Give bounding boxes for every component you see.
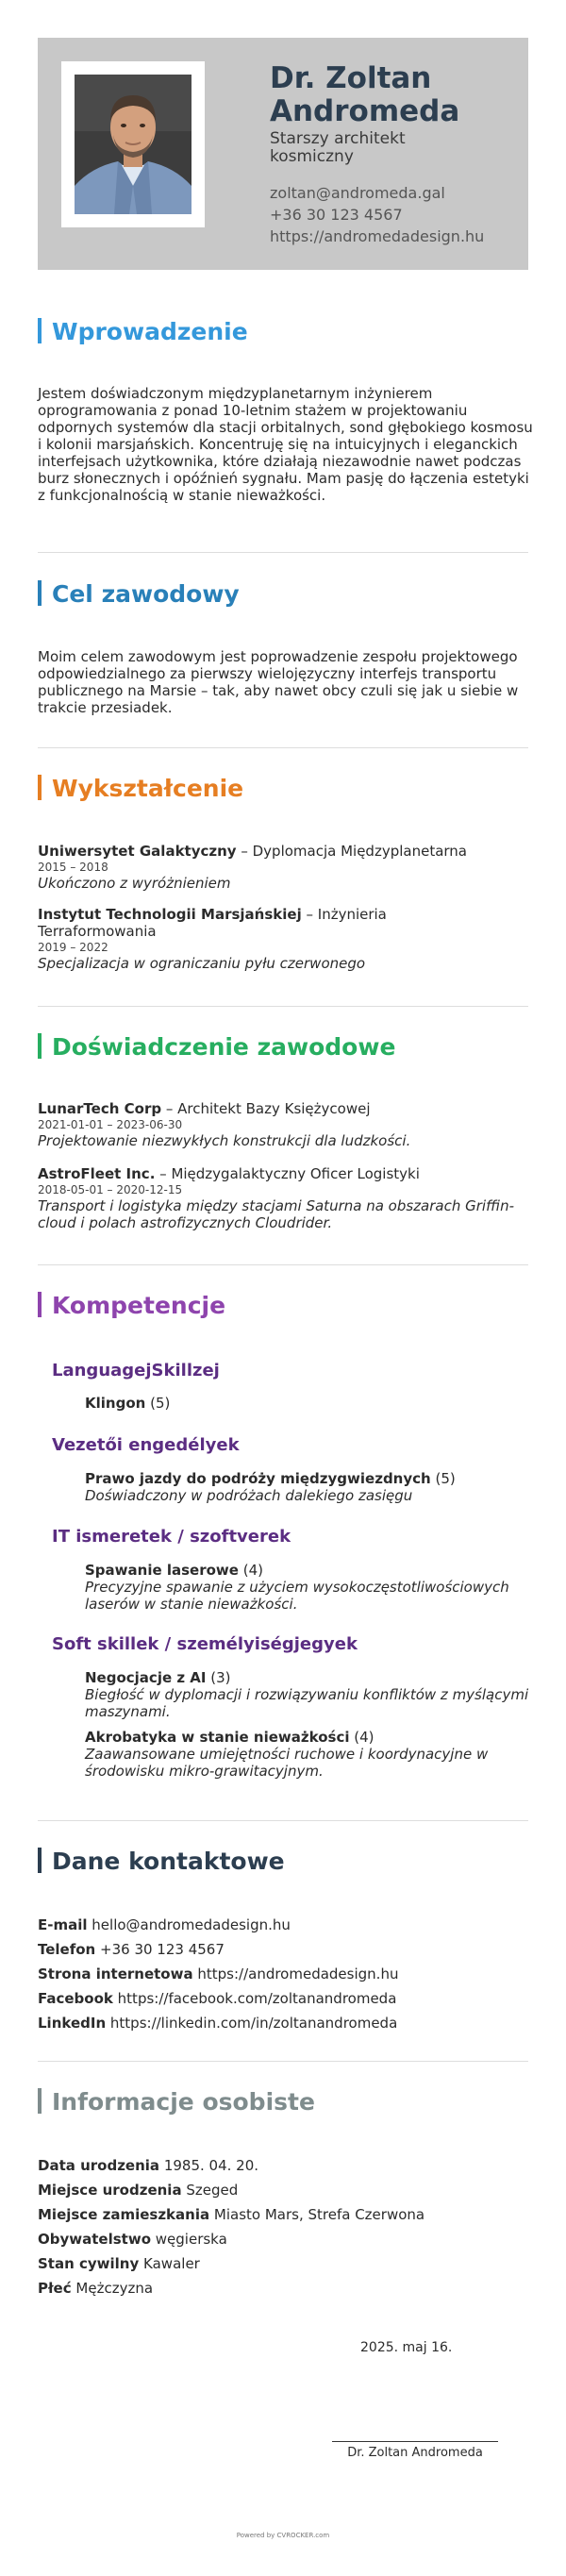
header-phone[interactable]: +36 30 123 4567: [270, 206, 403, 224]
skills-accent-bar: [38, 1292, 42, 1317]
skill-item: [85, 1395, 538, 1412]
intro-title: Wprowadzenie: [52, 318, 248, 345]
personal-row: [38, 2231, 528, 2248]
contact-row-linkedin: [38, 2015, 528, 2032]
skills-section-heading: [38, 1291, 528, 1319]
powered-by-footer[interactable]: Powered by CVROCKER.com: [236, 2532, 330, 2539]
contact-linkedin-link[interactable]: https://linkedin.com/in/zoltanandromeda: [109, 2015, 398, 2032]
intro-accent-bar: [38, 318, 42, 343]
personal-value: Miasto Mars, Strefa Czerwona: [213, 2206, 425, 2223]
skill-name: Akrobatyka w stanie nieważkości: [85, 1729, 350, 1746]
skill-item: [85, 1669, 533, 1720]
personal-value: węgierska: [155, 2231, 227, 2248]
education-dates: 2015 – 2018: [38, 861, 108, 874]
personal-row: [38, 2157, 528, 2174]
section-divider: [38, 1820, 528, 1821]
skill-item: [85, 1470, 538, 1504]
personal-row: [38, 2206, 528, 2223]
portrait-image: [75, 75, 191, 214]
contact-section-heading: [38, 1847, 528, 1875]
section-divider: [38, 747, 528, 748]
education-dates: 2019 – 2022: [38, 941, 108, 954]
education-entry-line: [38, 906, 481, 940]
contact-label: LinkedIn: [38, 2015, 107, 2032]
skill-description: Doświadczony w podróżach dalekiego zasięgu: [85, 1487, 413, 1504]
goal-title: Cel zawodowy: [52, 580, 240, 608]
personal-value: Kawaler: [143, 2255, 200, 2272]
skill-name: Prawo jazdy do podróży międzygwiezdnych: [85, 1470, 431, 1487]
personal-title: Informacje osobiste: [52, 2088, 315, 2116]
experience-note: Projektowanie niezwykłych konstrukcji dla ludzkości.: [38, 1132, 411, 1149]
personal-label: Stan cywilny: [38, 2255, 140, 2272]
skill-level: (5): [150, 1395, 171, 1412]
job-title: Starszy architekt kosmiczny: [270, 129, 406, 166]
section-divider: [38, 552, 528, 553]
contact-label: Facebook: [38, 1990, 113, 2007]
skill-line: [85, 1470, 538, 1487]
contact-email-link[interactable]: hello@andromedadesign.hu: [92, 1916, 291, 1933]
skill-level: (4): [242, 1562, 263, 1579]
personal-value: 1985. 04. 20.: [163, 2157, 259, 2174]
skill-description: Zaawansowane umiejętności ruchowe i koordynacyjne w środowisku mikro-grawitacyjnym.: [85, 1746, 489, 1780]
skill-description: Precyzyjne spawanie z użyciem wysokoczęstotliwościowych laserów w stanie nieważkości.: [85, 1579, 509, 1613]
company-name: LunarTech Corp: [38, 1100, 162, 1117]
signature-line: [332, 2441, 498, 2442]
position: – Architekt Bazy Księżycowej: [165, 1100, 371, 1117]
goal-section-heading: [38, 579, 528, 608]
intro-section-heading: [38, 317, 528, 345]
experience-note: Transport i logistyka między stacjami Saturna na obszarach Griffin-cloud i polach astrofizycznych Cloudrider.: [38, 1197, 515, 1231]
experience-accent-bar: [38, 1033, 42, 1059]
education-note: Specjalizacja w ograniczaniu pyłu czerwonego: [38, 955, 366, 972]
contact-website-link[interactable]: https://andromedadesign.hu: [197, 1965, 399, 1982]
personal-row: [38, 2255, 528, 2272]
goal-accent-bar: [38, 580, 42, 606]
education-entry: [38, 843, 528, 892]
profile-photo-frame: [61, 61, 205, 227]
education-entry-line: [38, 843, 528, 860]
education-title: Wykształcenie: [52, 775, 244, 802]
personal-section-heading: [38, 2087, 528, 2116]
contact-facebook-link[interactable]: https://facebook.com/zoltanandromeda: [117, 1990, 397, 2007]
skill-item: [85, 1562, 538, 1613]
contact-row-email: [38, 1916, 528, 1933]
education-accent-bar: [38, 775, 42, 800]
personal-row: [38, 2280, 528, 2297]
experience-section-heading: [38, 1032, 528, 1061]
skill-category-title: LanguagejSkillzej: [52, 1361, 220, 1380]
profile-photo: [75, 75, 191, 214]
section-divider: [38, 1006, 528, 1007]
experience-dates: 2021-01-01 – 2023-06-30: [38, 1118, 183, 1131]
personal-row: [38, 2182, 528, 2199]
header-email[interactable]: zoltan@andromeda.gal: [270, 184, 445, 202]
skill-category-title: Soft skillek / személyiségjegyek: [52, 1634, 358, 1654]
skill-category-title: IT ismeretek / szoftverek: [52, 1527, 291, 1547]
skill-name: Negocjacje z AI: [85, 1669, 207, 1686]
experience-entry: [38, 1100, 528, 1149]
skills-title: Kompetencje: [52, 1292, 226, 1319]
experience-entry-line: [38, 1100, 528, 1117]
position: – Międzygalaktyczny Oficer Logistyki: [159, 1165, 420, 1182]
skill-category-title: Vezetői engedélyek: [52, 1435, 240, 1455]
skill-level: (4): [354, 1729, 375, 1746]
skill-line: [85, 1729, 533, 1746]
contact-title: Dane kontaktowe: [52, 1848, 285, 1875]
resume-header: [38, 38, 528, 270]
full-name: Dr. Zoltan Andromeda: [270, 61, 460, 129]
signature-date: 2025. maj 16.: [360, 2340, 453, 2355]
contact-label: E-mail: [38, 1916, 88, 1933]
school-name: Uniwersytet Galaktyczny: [38, 843, 237, 860]
skill-level: (3): [210, 1669, 231, 1686]
signature-name: Dr. Zoltan Andromeda: [347, 2446, 483, 2460]
skill-line: [85, 1395, 538, 1412]
contact-row-facebook: [38, 1990, 528, 2007]
contact-row-website: [38, 1965, 528, 1982]
company-name: AstroFleet Inc.: [38, 1165, 156, 1182]
skill-description: Biegłość w dyplomacji i rozwiązywaniu konfliktów z myślącymi maszynami.: [85, 1686, 529, 1720]
skill-line: [85, 1669, 533, 1686]
experience-entry-line: [38, 1165, 533, 1182]
education-entry: [38, 906, 481, 972]
skill-name: Klingon: [85, 1395, 146, 1412]
experience-dates: 2018-05-01 – 2020-12-15: [38, 1183, 183, 1196]
skill-name: Spawanie laserowe: [85, 1562, 239, 1579]
contact-label: Telefon: [38, 1941, 96, 1958]
goal-text: Moim celem zawodowym jest poprowadzenie zespołu projektowego odpowiedzialnego za pierwszy wielojęzyczny interfejs transportu publicznego na Marsie – tak, aby nawet obcy czuli się jak u siebie w trakcie przesiadek.: [38, 648, 519, 716]
degree: – Dyplomacja Międzyplanetarna: [241, 843, 468, 860]
degree: – Inżynieria Terraformowania: [38, 906, 387, 940]
contact-accent-bar: [38, 1848, 42, 1873]
personal-accent-bar: [38, 2088, 42, 2114]
personal-label: Data urodzenia: [38, 2157, 160, 2174]
contact-phone-link[interactable]: +36 30 123 4567: [100, 1941, 225, 1958]
intro-text: Jestem doświadczonym międzyplanetarnym inżynierem oprogramowania z ponad 10-letnim stażem w projektowaniu odpornych systemów dla stacji orbitalnych, sond głębokiego kosmosu i kolonii marsjańskich. Koncentruję się na intuicyjnych i eleganckich interfejsach użytkownika, które działają niezawodnie nawet podczas burz słonecznych i opóźnień sygnału. Mam pasję do łączenia estetyki z funkcjonalnością w stanie nieważkości.: [38, 385, 533, 504]
personal-label: Miejsce urodzenia: [38, 2182, 182, 2199]
section-divider: [38, 2061, 528, 2062]
personal-value: Szeged: [186, 2182, 239, 2199]
personal-label: Miejsce zamieszkania: [38, 2206, 210, 2223]
experience-entry: [38, 1165, 533, 1231]
skill-line: [85, 1562, 538, 1579]
contact-row-phone: [38, 1941, 528, 1958]
education-note: Ukończono z wyróżnieniem: [38, 875, 231, 892]
personal-label: Płeć: [38, 2280, 72, 2297]
personal-value: Mężczyzna: [75, 2280, 154, 2297]
header-website[interactable]: https://andromedadesign.hu: [270, 227, 485, 245]
personal-label: Obywatelstwo: [38, 2231, 151, 2248]
skill-level: (5): [435, 1470, 456, 1487]
education-section-heading: [38, 774, 528, 802]
section-divider: [38, 1264, 528, 1265]
school-name: Instytut Technologii Marsjańskiej: [38, 906, 302, 923]
skill-item: [85, 1729, 533, 1780]
contact-label: Strona internetowa: [38, 1965, 193, 1982]
experience-title: Doświadczenie zawodowe: [52, 1033, 396, 1061]
